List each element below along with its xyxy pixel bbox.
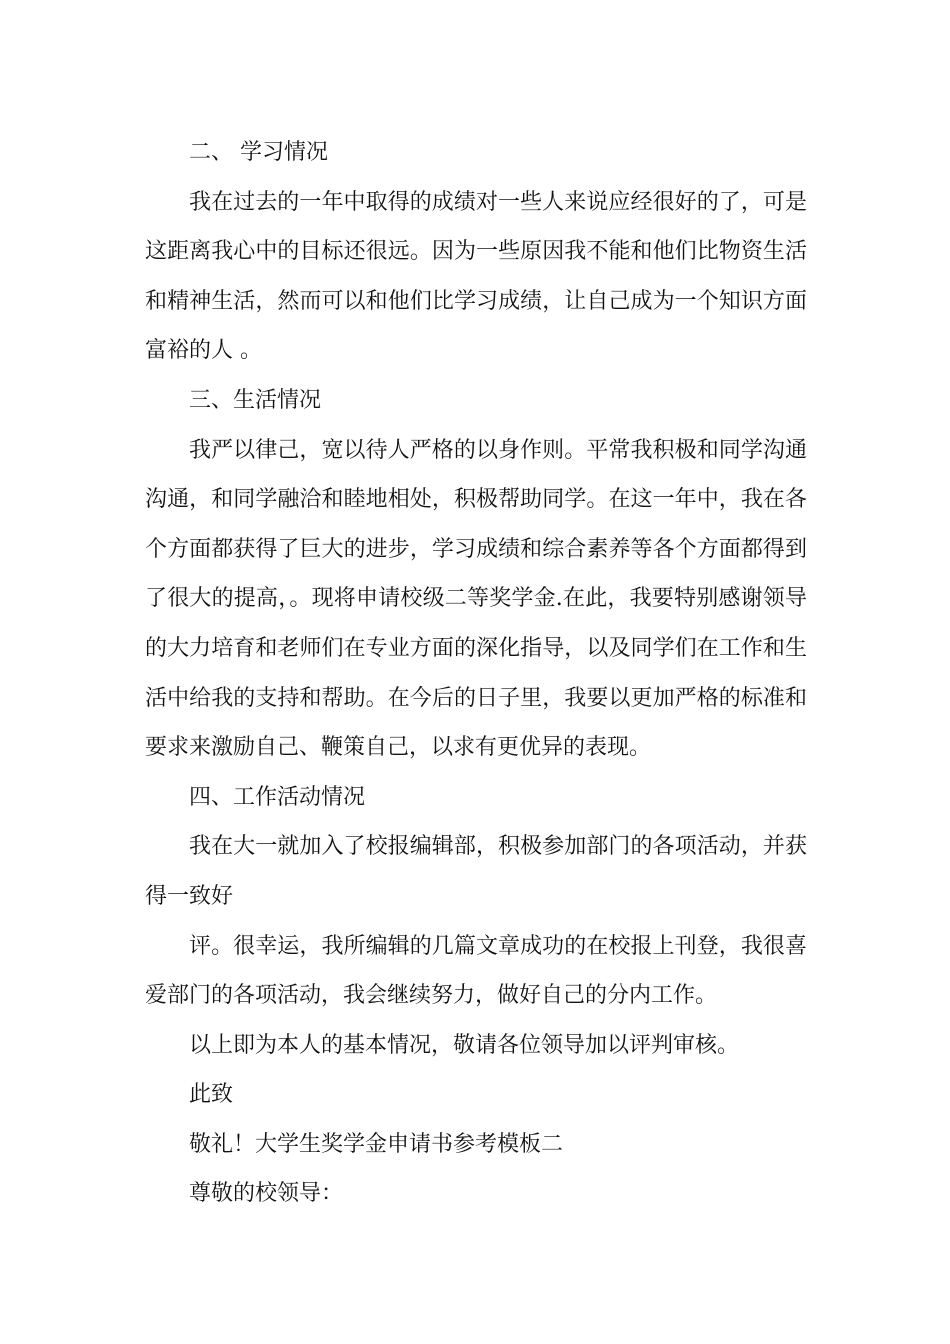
section-heading-work: 四、工作活动情况	[189, 784, 366, 810]
greeting: 尊敬的校领导：	[189, 1181, 344, 1207]
paragraph-work-2: 评。很幸运，我所编辑的几篇文章成功的在校报上刊登，我很喜爱部门的各项活动，我会继续努力，做好自己的分内工作。	[145, 933, 807, 1009]
section-heading-life: 三、生活情况	[189, 387, 322, 413]
document-body	[145, 128, 807, 1219]
paragraph-study: 我在过去的一年中取得的成绩对一些人来说应经很好的了，可是这距离我心中的目标还很远。因为一些原因我不能和他们比物资生活和精神生活，然而可以和他们比学习成绩，让自己成为一个知识方面富裕的人 。	[145, 189, 807, 364]
closing-salutation: 此致	[189, 1082, 234, 1108]
section-heading-study: 二、 学习情况	[189, 140, 328, 165]
paragraph-life: 我严以律己，宽以待人严格的以身作则。平常我积极和同学沟通沟通，和同学融洽和睦地相处，积极帮助同学。在这一年中，我在各个方面都获得了巨大的进步，学习成绩和综合素养等各个方面都得到了很大的提高，。现将申请校级二等奖学金.在此，我要特别感谢领导的大力培育和老师们在专业方面的深化指导，以及同学们在工作和生活中给我的支持和帮助。在今后的日子里，我要以更加严格的标准和要求来激励自己、鞭策自己，以求有更优异的表现。	[145, 437, 807, 761]
paragraph-work-1: 我在大一就加入了校报编辑部，积极参加部门的各项活动，并获得一致好	[145, 834, 807, 909]
closing-regards-and-template-title: 敬礼！大学生奖学金申请书参考模板二	[189, 1131, 564, 1157]
paragraph-summary: 以上即为本人的基本情况，敬请各位领导加以评判审核。	[189, 1032, 740, 1058]
